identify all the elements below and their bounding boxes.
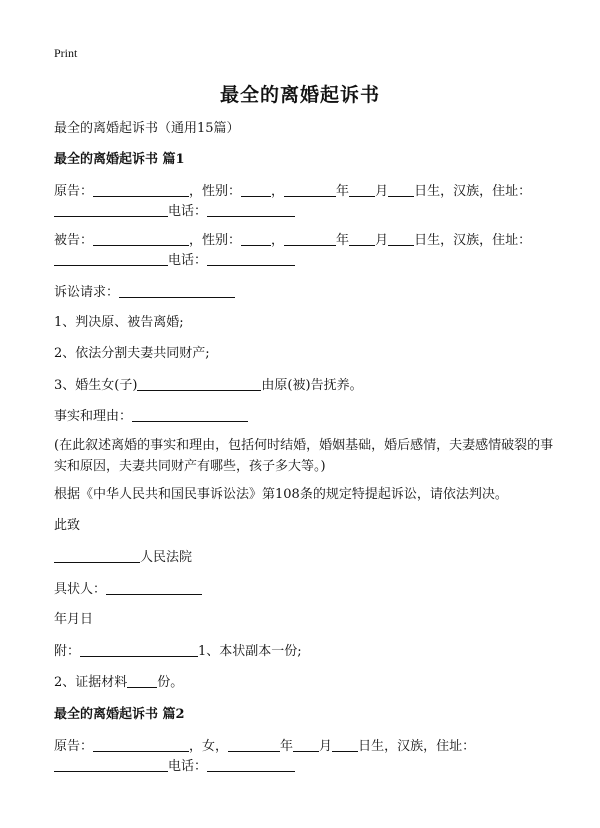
comma: ， [271, 233, 285, 248]
claim-1: 1、判决原、被告离婚; [54, 315, 184, 330]
to-court: 此致 [54, 518, 81, 533]
attachment-label: 附： [54, 644, 81, 659]
year-label: 年 [336, 233, 350, 248]
birth-year-blank[interactable] [284, 182, 336, 197]
gender-label: ，性别： [189, 233, 242, 248]
plaintiff-name-blank[interactable] [93, 737, 189, 752]
plaintiff-name-blank[interactable] [93, 182, 189, 197]
phone-label: 电话： [168, 759, 208, 774]
day-ethnic-address-label: 日生，汉族，住址： [414, 184, 532, 199]
claim-2: 2、依法分割夫妻共同财产; [54, 346, 210, 361]
gender-blank[interactable] [241, 231, 271, 246]
year-label: 年 [280, 739, 294, 754]
plaintiff-phone-blank[interactable] [207, 757, 295, 772]
facts-note: (在此叙述离婚的事实和理由，包括何时结婚，婚姻基础，婚后感情，夫妻感情破裂的事实和原因，夫妻共同财产有哪些，孩子多大等。) [54, 438, 554, 474]
attachment-2-suffix: 份。 [157, 675, 184, 690]
plaintiff-label: 原告： [54, 184, 94, 199]
court-suffix: 人民法院 [140, 550, 193, 565]
signer-line [54, 580, 202, 599]
attachment-2-line [54, 673, 183, 692]
birth-month-blank[interactable] [349, 231, 375, 246]
claim-3-suffix: 由原(被)告抚养。 [261, 378, 363, 393]
year-label: 年 [336, 184, 350, 199]
defendant-address-blank[interactable] [54, 251, 168, 266]
court-name-blank[interactable] [54, 548, 140, 563]
phone-label: 电话： [168, 204, 208, 219]
facts-label: 事实和理由： [54, 409, 133, 424]
signer-label: 具状人： [54, 582, 107, 597]
facts-blank[interactable] [132, 407, 248, 422]
plaintiff-phone-blank[interactable] [207, 202, 295, 217]
comma: ， [271, 184, 285, 199]
birth-month-blank[interactable] [349, 182, 375, 197]
month-label: 月 [375, 184, 389, 199]
birth-year-blank[interactable] [228, 737, 280, 752]
defendant-line [54, 231, 531, 250]
claim-3 [54, 376, 363, 395]
defendant-name-blank[interactable] [93, 231, 189, 246]
plaintiff-line [54, 182, 531, 201]
gender-blank[interactable] [241, 182, 271, 197]
claims-blank[interactable] [119, 283, 235, 298]
s2-plaintiff-address-line [54, 757, 295, 776]
s2-plaintiff-line [54, 737, 475, 756]
month-label: 月 [375, 233, 389, 248]
attachment-2-prefix: 2、证据材料 [54, 675, 128, 690]
birth-day-blank[interactable] [388, 231, 414, 246]
signer-blank[interactable] [106, 580, 202, 595]
birth-month-blank[interactable] [293, 737, 319, 752]
defendant-address-line [54, 251, 295, 270]
print-label: Print [54, 46, 78, 60]
month-label: 月 [319, 739, 333, 754]
day-ethnic-address-label: 日生，汉族，住址： [358, 739, 476, 754]
plaintiff-address-blank[interactable] [54, 202, 168, 217]
gender-text: ，女， [189, 739, 229, 754]
gender-label: ，性别： [189, 184, 242, 199]
child-name-blank[interactable] [137, 376, 261, 391]
facts-line [54, 407, 248, 426]
plaintiff-address-line [54, 202, 295, 221]
attachment-1: 1、本状副本一份; [198, 644, 302, 659]
claims-label: 诉讼请求： [54, 285, 120, 300]
defendant-label: 被告： [54, 233, 94, 248]
date-line: 年月日 [54, 612, 94, 627]
plaintiff-address-blank[interactable] [54, 757, 168, 772]
document-title: 最全的离婚起诉书 [219, 84, 380, 106]
day-ethnic-address-label: 日生，汉族，住址： [414, 233, 532, 248]
section-1-heading: 最全的离婚起诉书 篇1 [54, 152, 185, 167]
document-subtitle: 最全的离婚起诉书（通用15篇） [54, 121, 240, 136]
claim-3-prefix: 3、婚生女(子) [54, 378, 138, 393]
plaintiff-label: 原告： [54, 739, 94, 754]
section-2-heading: 最全的离婚起诉书 篇2 [54, 707, 185, 722]
attachment-blank[interactable] [80, 642, 198, 657]
claims-line [54, 283, 235, 302]
attachment-line [54, 642, 302, 661]
birth-year-blank[interactable] [284, 231, 336, 246]
court-line [54, 548, 192, 567]
birth-day-blank[interactable] [388, 182, 414, 197]
phone-label: 电话： [168, 253, 208, 268]
birth-day-blank[interactable] [332, 737, 358, 752]
defendant-phone-blank[interactable] [207, 251, 295, 266]
evidence-count-blank[interactable] [127, 673, 157, 688]
legal-basis: 根据《中华人民共和国民事诉讼法》第108条的规定特提起诉讼，请依法判决。 [54, 487, 508, 502]
